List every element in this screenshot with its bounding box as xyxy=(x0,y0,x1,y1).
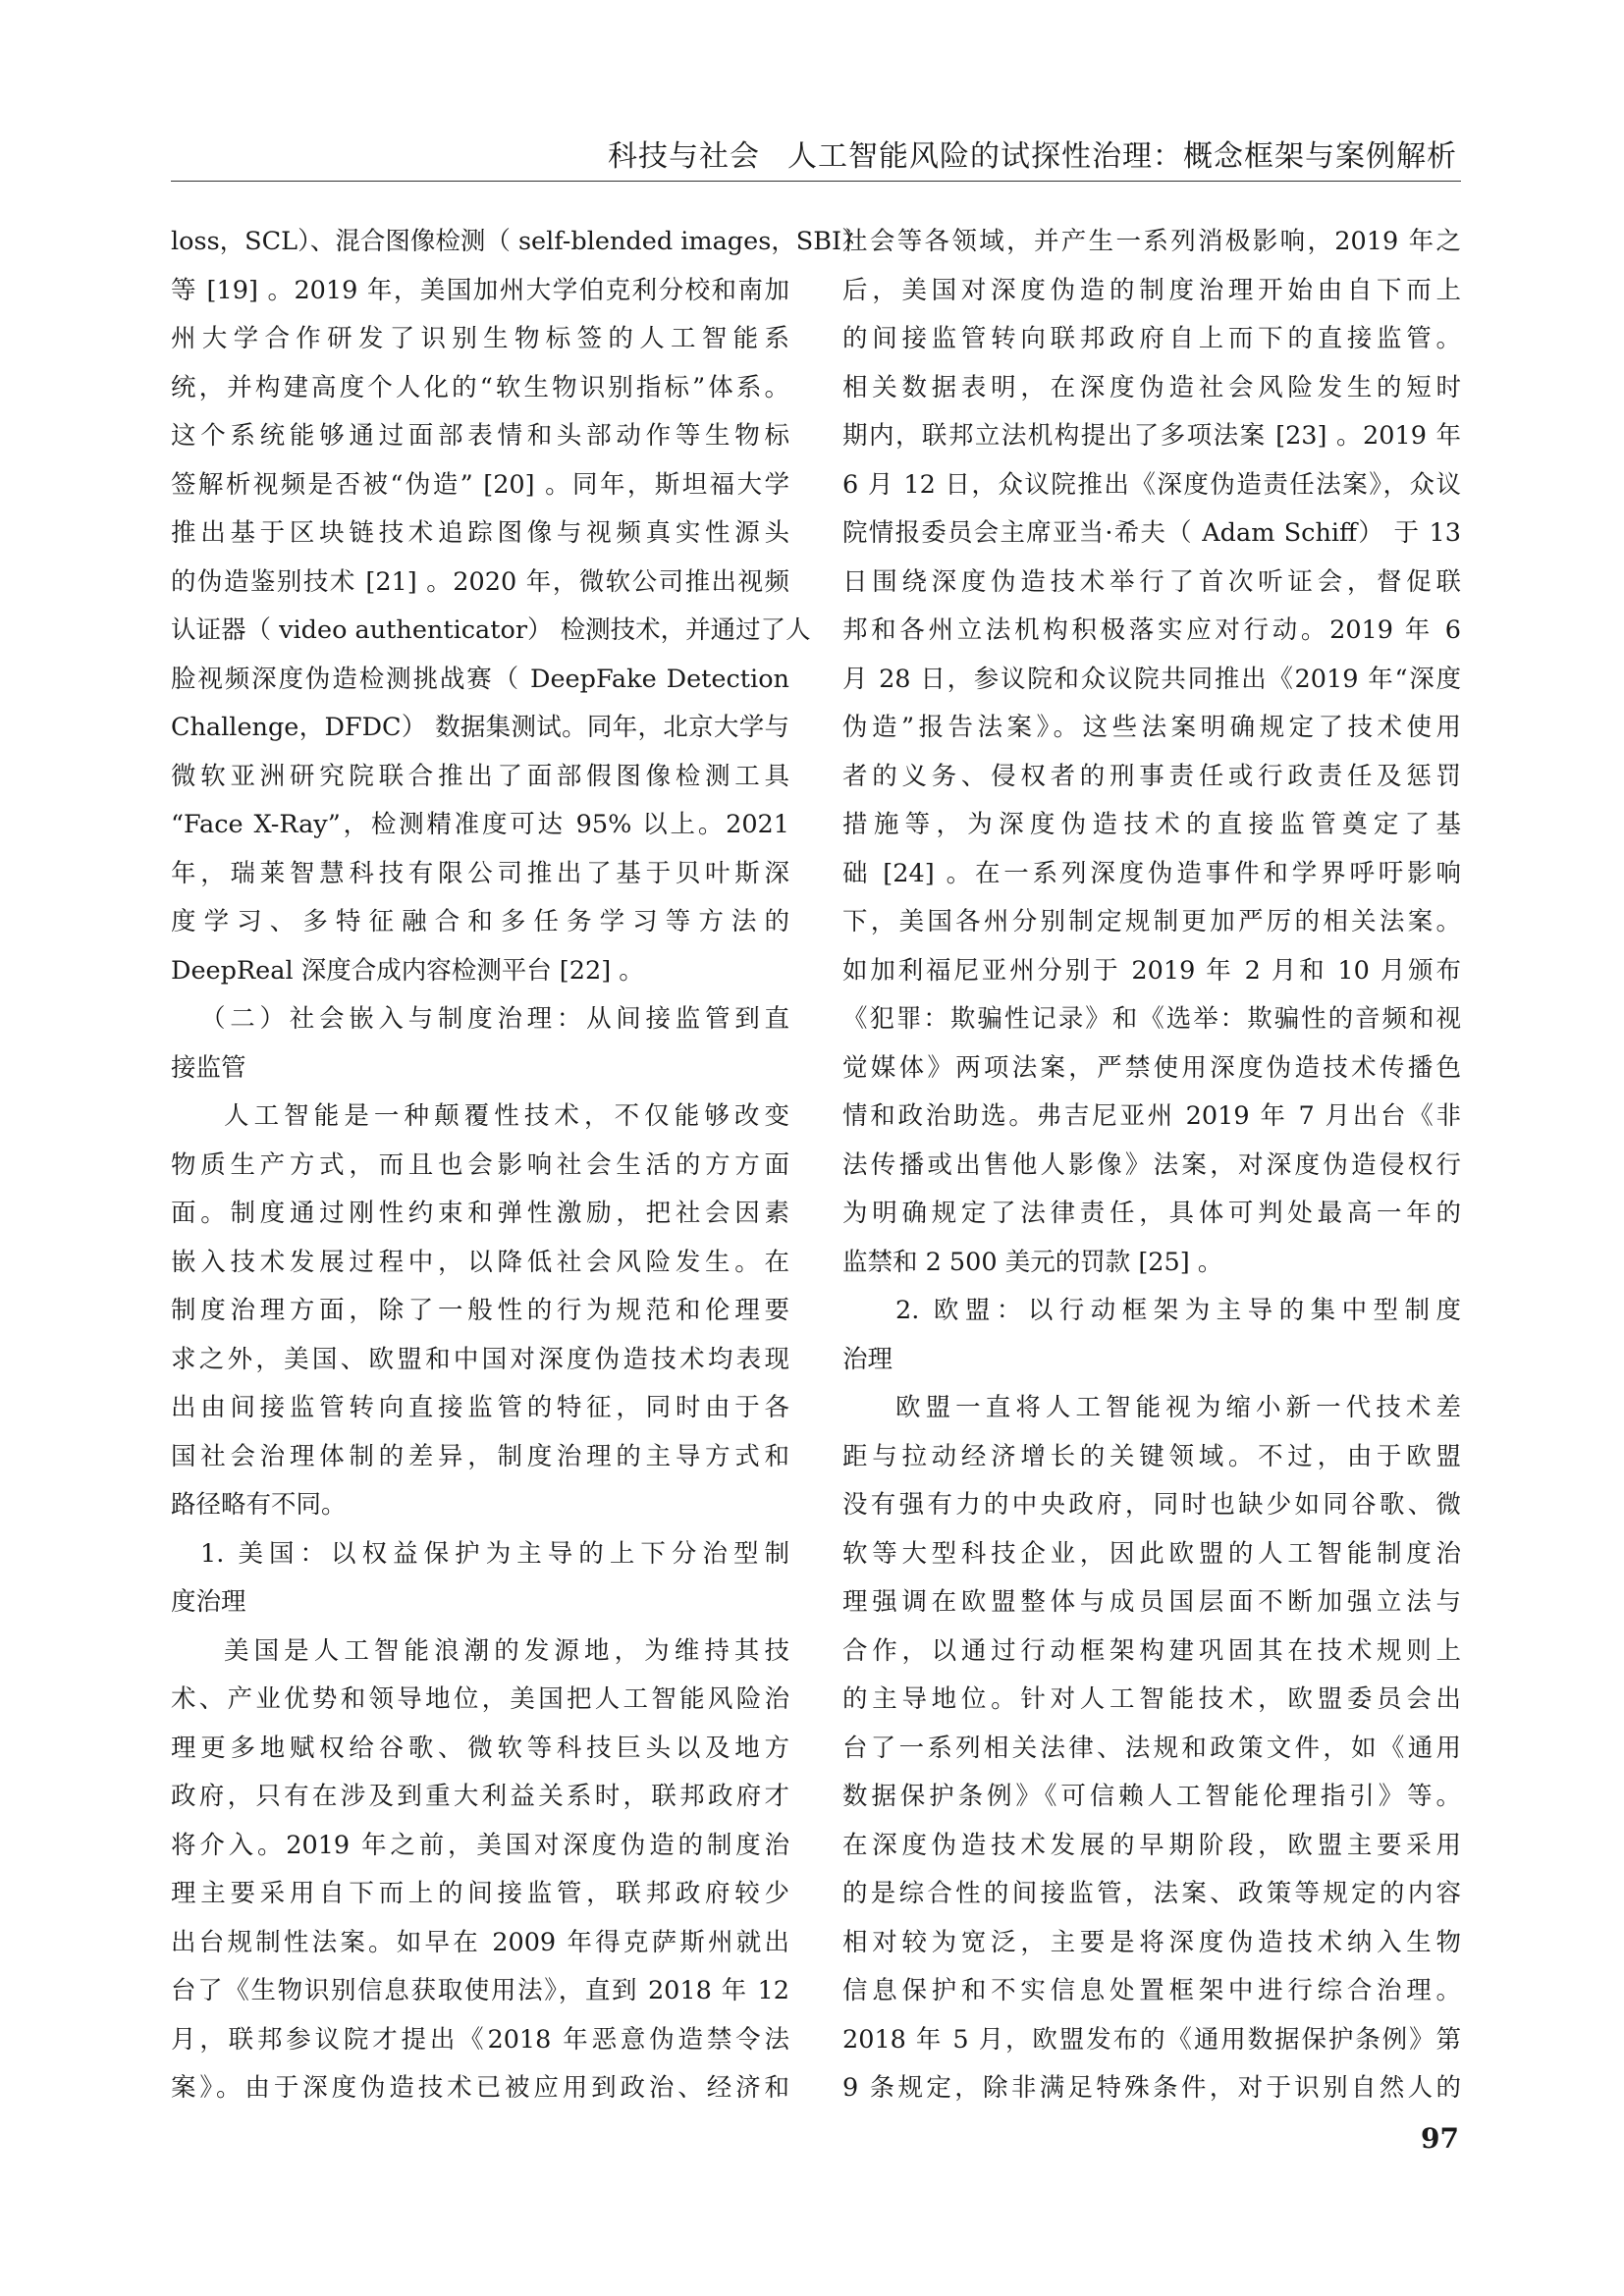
text-line: 推出基于区块链技术追踪图像与视频真实性源头 xyxy=(171,518,789,548)
text-line: 如加利福尼亚州分别于 2019 年 2 月和 10 月颁布 xyxy=(842,955,1461,986)
text-line: 月 28 日，参议院和众议院共同推出《2019 年“深度 xyxy=(842,664,1461,694)
text-line: 法传播或出售他人影像》法案，对深度伪造侵权行 xyxy=(842,1149,1461,1180)
text-line: 者的义务、侵权者的刑事责任或行政责任及惩罚 xyxy=(842,761,1461,791)
section-heading: （二）社会嵌入与制度治理：从间接监管到直 xyxy=(200,1004,789,1034)
text-line: 的间接监管转向联邦政府自上而下的直接监管。 xyxy=(842,324,1461,353)
section-heading-cont: 接监管 xyxy=(171,1052,246,1083)
text-line: 路径略有不同。 xyxy=(171,1490,347,1520)
text-line: 没有强有力的中央政府，同时也缺少如同谷歌、微 xyxy=(842,1490,1461,1520)
text-line: 的是综合性的间接监管，法案、政策等规定的内容 xyxy=(842,1879,1461,1908)
text-line: 年，瑞莱智慧科技有限公司推出了基于贝叶斯深 xyxy=(171,858,789,888)
text-line: 州大学合作研发了识别生物标签的人工智能系 xyxy=(171,324,789,353)
text-line: 理更多地赋权给谷歌、微软等科技巨头以及地方 xyxy=(171,1733,789,1763)
subsection-heading-cont: 度治理 xyxy=(171,1587,246,1617)
left-column xyxy=(171,218,867,2113)
header-text xyxy=(608,132,1457,175)
text-line: 人工智能是一种颠覆性技术，不仅能够改变 xyxy=(224,1101,789,1131)
text-line: 脸视频深度伪造检测挑战赛（ DeepFake Detection xyxy=(171,664,789,694)
text-line: 监禁和 2 500 美元的罚款 [25] 。 xyxy=(842,1247,1223,1277)
text-line: 台了《生物识别信息获取使用法》，直到 2018 年 12 xyxy=(171,1976,789,2005)
subsection-heading: 1. 美国：以权益保护为主导的上下分治型制 xyxy=(200,1538,789,1569)
text-line: Challenge，DFDC） 数据集测试。同年，北京大学与 xyxy=(171,713,789,742)
text-line: 出台规制性法案。如早在 2009 年得克萨斯州就出 xyxy=(171,1927,789,1957)
text-line: 距与拉动经济增长的关键领域。不过，由于欧盟 xyxy=(842,1441,1461,1471)
text-line: 信息保护和不实信息处置框架中进行综合治理。 xyxy=(842,1976,1461,2005)
text-line: 觉媒体》两项法案，严禁使用深度伪造技术传播色 xyxy=(842,1052,1461,1083)
running-header xyxy=(171,126,1461,182)
subsection-heading-cont: 治理 xyxy=(842,1344,893,1374)
text-line: 相关数据表明，在深度伪造社会风险发生的短时 xyxy=(842,372,1461,402)
text-line: 础 [24] 。在一系列深度伪造事件和学界呼吁影响 xyxy=(842,858,1461,888)
text-line: 措施等，为深度伪造技术的直接监管奠定了基 xyxy=(842,810,1461,839)
text-line: 微软亚洲研究院联合推出了面部假图像检测工具 xyxy=(171,761,789,791)
text-line: 术、产业优势和领导地位，美国把人工智能风险治 xyxy=(171,1684,789,1714)
text-line: 软等大型科技企业，因此欧盟的人工智能制度治 xyxy=(842,1538,1461,1569)
text-line: 邦和各州立法机构积极落实应对行动。2019 年 6 xyxy=(842,615,1461,645)
text-line: 认证器（ video authenticator） 检测技术，并通过了人 xyxy=(171,615,811,645)
journal-section: 科技与社会 xyxy=(608,139,760,174)
text-line: 政府，只有在涉及到重大利益关系时，联邦政府才 xyxy=(171,1782,789,1811)
text-line: 为明确规定了法律责任，具体可判处最高一年的 xyxy=(842,1199,1461,1228)
text-line: 美国是人工智能浪潮的发源地，为维持其技 xyxy=(224,1635,789,1666)
text-line: “Face X-Ray”，检测精准度可达 95% 以上。2021 xyxy=(171,810,789,839)
text-line: 下，美国各州分别制定规制更加严厉的相关法案。 xyxy=(842,907,1461,936)
text-line: 理主要采用自下而上的间接监管，联邦政府较少 xyxy=(171,1879,789,1908)
text-line: 国社会治理体制的差异，制度治理的主导方式和 xyxy=(171,1441,789,1471)
right-column xyxy=(842,218,1461,2113)
text-line: 社会等各领域，并产生一系列消极影响，2019 年之 xyxy=(842,227,1461,256)
text-line: 6 月 12 日，众议院推出《深度伪造责任法案》，众议 xyxy=(842,469,1461,500)
text-line: 情和政治助选。弗吉尼亚州 2019 年 7 月出台《非 xyxy=(842,1101,1461,1131)
subsection-heading: 2. 欧盟：以行动框架为主导的集中型制度 xyxy=(895,1296,1461,1325)
text-line: 案》。由于深度伪造技术已被应用到政治、经济和 xyxy=(171,2073,789,2103)
text-line: 求之外，美国、欧盟和中国对深度伪造技术均表现 xyxy=(171,1344,789,1374)
text-line: 9 条规定，除非满足特殊条件，对于识别自然人的 xyxy=(842,2073,1461,2103)
text-line: 理强调在欧盟整体与成员国层面不断加强立法与 xyxy=(842,1587,1461,1617)
text-line: 《犯罪：欺骗性记录》和《选举：欺骗性的音频和视 xyxy=(842,1004,1461,1034)
article-title: 人工智能风险的试探性治理：概念框架与案例解析 xyxy=(787,139,1457,174)
text-line: 数据保护条例》《可信赖人工智能伦理指引》等。 xyxy=(842,1782,1461,1811)
text-line: 在深度伪造技术发展的早期阶段，欧盟主要采用 xyxy=(842,1830,1461,1860)
text-line: 月，联邦参议院才提出《2018 年恶意伪造禁令法 xyxy=(171,2024,789,2055)
text-line: loss，SCL）、混合图像检测（ self-blended images，SBI） xyxy=(171,227,867,256)
text-line: 制度治理方面，除了一般性的行为规范和伦理要 xyxy=(171,1296,789,1325)
text-line: 台了一系列相关法律、法规和政策文件，如《通用 xyxy=(842,1733,1461,1763)
text-line: 统，并构建高度个人化的“软生物识别指标”体系。 xyxy=(171,372,789,402)
text-line: 度学习、多特征融合和多任务学习等方法的 xyxy=(171,907,789,936)
text-line: 期内，联邦立法机构提出了多项法案 [23] 。2019 年 xyxy=(842,421,1461,451)
text-line: 日围绕深度伪造技术举行了首次听证会，督促联 xyxy=(842,566,1461,597)
text-line: 相对较为宽泛，主要是将深度伪造技术纳入生物 xyxy=(842,1927,1461,1957)
text-line: 2018 年 5 月，欧盟发布的《通用数据保护条例》第 xyxy=(842,2024,1461,2055)
text-line: 合作，以通过行动框架构建巩固其在技术规则上 xyxy=(842,1635,1461,1666)
text-line: 的伪造鉴别技术 [21] 。2020 年，微软公司推出视频 xyxy=(171,566,789,597)
text-line: 这个系统能够通过面部表情和头部动作等生物标 xyxy=(171,421,789,451)
text-line: 等 [19] 。2019 年，美国加州大学伯克利分校和南加 xyxy=(171,275,789,305)
text-line: 院情报委员会主席亚当·希夫（ Adam Schiff） 于 13 xyxy=(842,518,1461,548)
text-line: 伪造”报告法案》。这些法案明确规定了技术使用 xyxy=(842,713,1461,742)
text-line: 签解析视频是否被“伪造” [20] 。同年，斯坦福大学 xyxy=(171,469,789,500)
text-line: 的主导地位。针对人工智能技术，欧盟委员会出 xyxy=(842,1684,1461,1714)
text-line: 后，美国对深度伪造的制度治理开始由自下而上 xyxy=(842,275,1461,305)
page-number: 97 xyxy=(1421,2122,1459,2155)
text-line: DeepReal 深度合成内容检测平台 [22] 。 xyxy=(171,955,644,986)
text-line: 将介入。2019 年之前，美国对深度伪造的制度治 xyxy=(171,1830,789,1860)
text-line: 欧盟一直将人工智能视为缩小新一代技术差 xyxy=(895,1393,1461,1422)
text-line: 物质生产方式，而且也会影响社会生活的方方面 xyxy=(171,1149,789,1180)
text-line: 面。制度通过刚性约束和弹性激励，把社会因素 xyxy=(171,1199,789,1228)
text-line: 出由间接监管转向直接监管的特征，同时由于各 xyxy=(171,1393,789,1422)
text-line: 嵌入技术发展过程中，以降低社会风险发生。在 xyxy=(171,1247,789,1277)
